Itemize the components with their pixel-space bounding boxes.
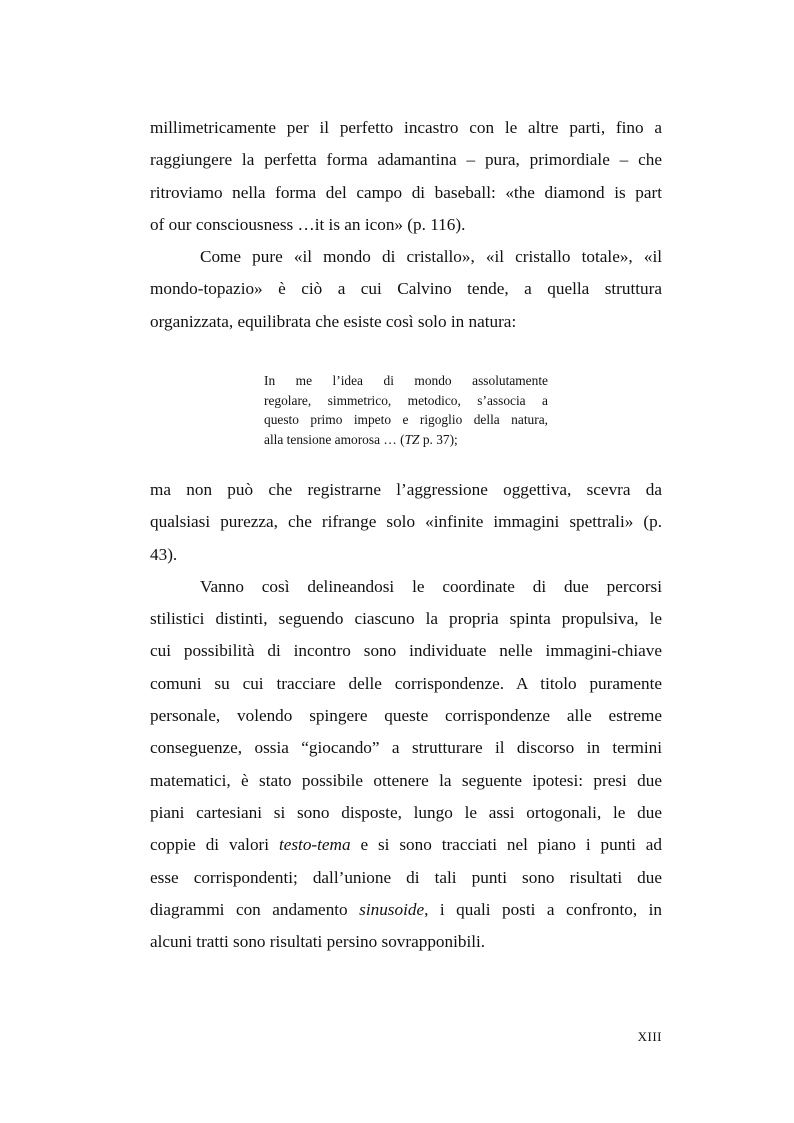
text-line: raggiungere la perfetta forma adamantina – pura, primordiale – che xyxy=(150,150,662,170)
text-line: organizzata, equilibrata che esiste così solo in natura: xyxy=(150,311,517,331)
text-line: matematici, è stato possibile ottenere la seguente ipotesi: presi due xyxy=(150,770,662,790)
text-line: mondo-topazio» è ciò a cui Calvino tende, a quella struttura xyxy=(150,279,662,299)
text-line: alcuni tratti sono risultati persino sovrapponibili. xyxy=(150,932,486,952)
text-line: personale, volendo spingere queste corrispondenze alle estreme xyxy=(150,706,662,726)
paragraph-block-1 xyxy=(150,112,662,338)
text-line: qualsiasi purezza, che rifrange solo «infinite immagini spettrali» (p. xyxy=(150,512,662,532)
quote-line: questo primo impeto e rigoglio della natura, xyxy=(264,412,548,427)
text-line: ritroviamo nella forma del campo di baseball: «the diamond is part xyxy=(150,182,662,202)
quote-text: alla tensione amorosa … ( xyxy=(264,431,405,447)
text-line: of our consciousness …it is an icon» (p. 116). xyxy=(150,214,466,234)
italic-term: sinusoide xyxy=(359,899,425,919)
text-line xyxy=(150,829,662,861)
quote-line: In me l’idea di mondo assolutamente xyxy=(264,373,548,388)
text-line: ma non può che registrarne l’aggressione oggettiva, scevra da xyxy=(150,480,662,499)
text-line: Vanno così delineandosi le coordinate di due percorsi xyxy=(200,576,662,596)
italic-term: testo-tema xyxy=(278,835,351,855)
text-line: conseguenze, ossia “giocando” a strutturare il discorso in termini xyxy=(150,738,662,758)
text-span: , i quali posti a confronto, in xyxy=(424,899,663,919)
quote-source-abbrev: TZ xyxy=(404,431,420,447)
quote-line xyxy=(264,430,548,450)
text-line: 43). xyxy=(150,544,178,564)
text-line: millimetricamente per il perfetto incastro con le altre parti, fino a xyxy=(150,118,662,137)
text-line: stilistici distinti, seguendo ciascuno la propria spinta propulsiva, le xyxy=(150,609,662,629)
text-span: e si sono tracciati nel piano i punti ad xyxy=(350,835,662,855)
quote-text: p. 37); xyxy=(419,431,458,447)
text-line: piani cartesiani si sono disposte, lungo le assi ortogonali, le due xyxy=(150,802,662,822)
text-line: comuni su cui tracciare delle corrispondenze. A titolo puramente xyxy=(150,673,662,693)
text-line: cui possibilità di incontro sono individuate nelle immagini-chiave xyxy=(150,641,662,661)
block-quote xyxy=(264,371,548,449)
paragraph-block-2 xyxy=(150,474,662,958)
page-number: XIII xyxy=(637,1029,662,1044)
text-span: coppie di valori xyxy=(150,835,279,855)
quote-line: regolare, simmetrico, metodico, s’associa a xyxy=(264,392,548,408)
text-span: diagrammi con andamento xyxy=(150,899,360,919)
text-line: esse corrispondenti; dall’unione di tali punti sono risultati due xyxy=(150,867,662,887)
text-line xyxy=(150,894,662,926)
text-line: Come pure «il mondo di cristallo», «il cristallo totale», «il xyxy=(200,247,662,267)
